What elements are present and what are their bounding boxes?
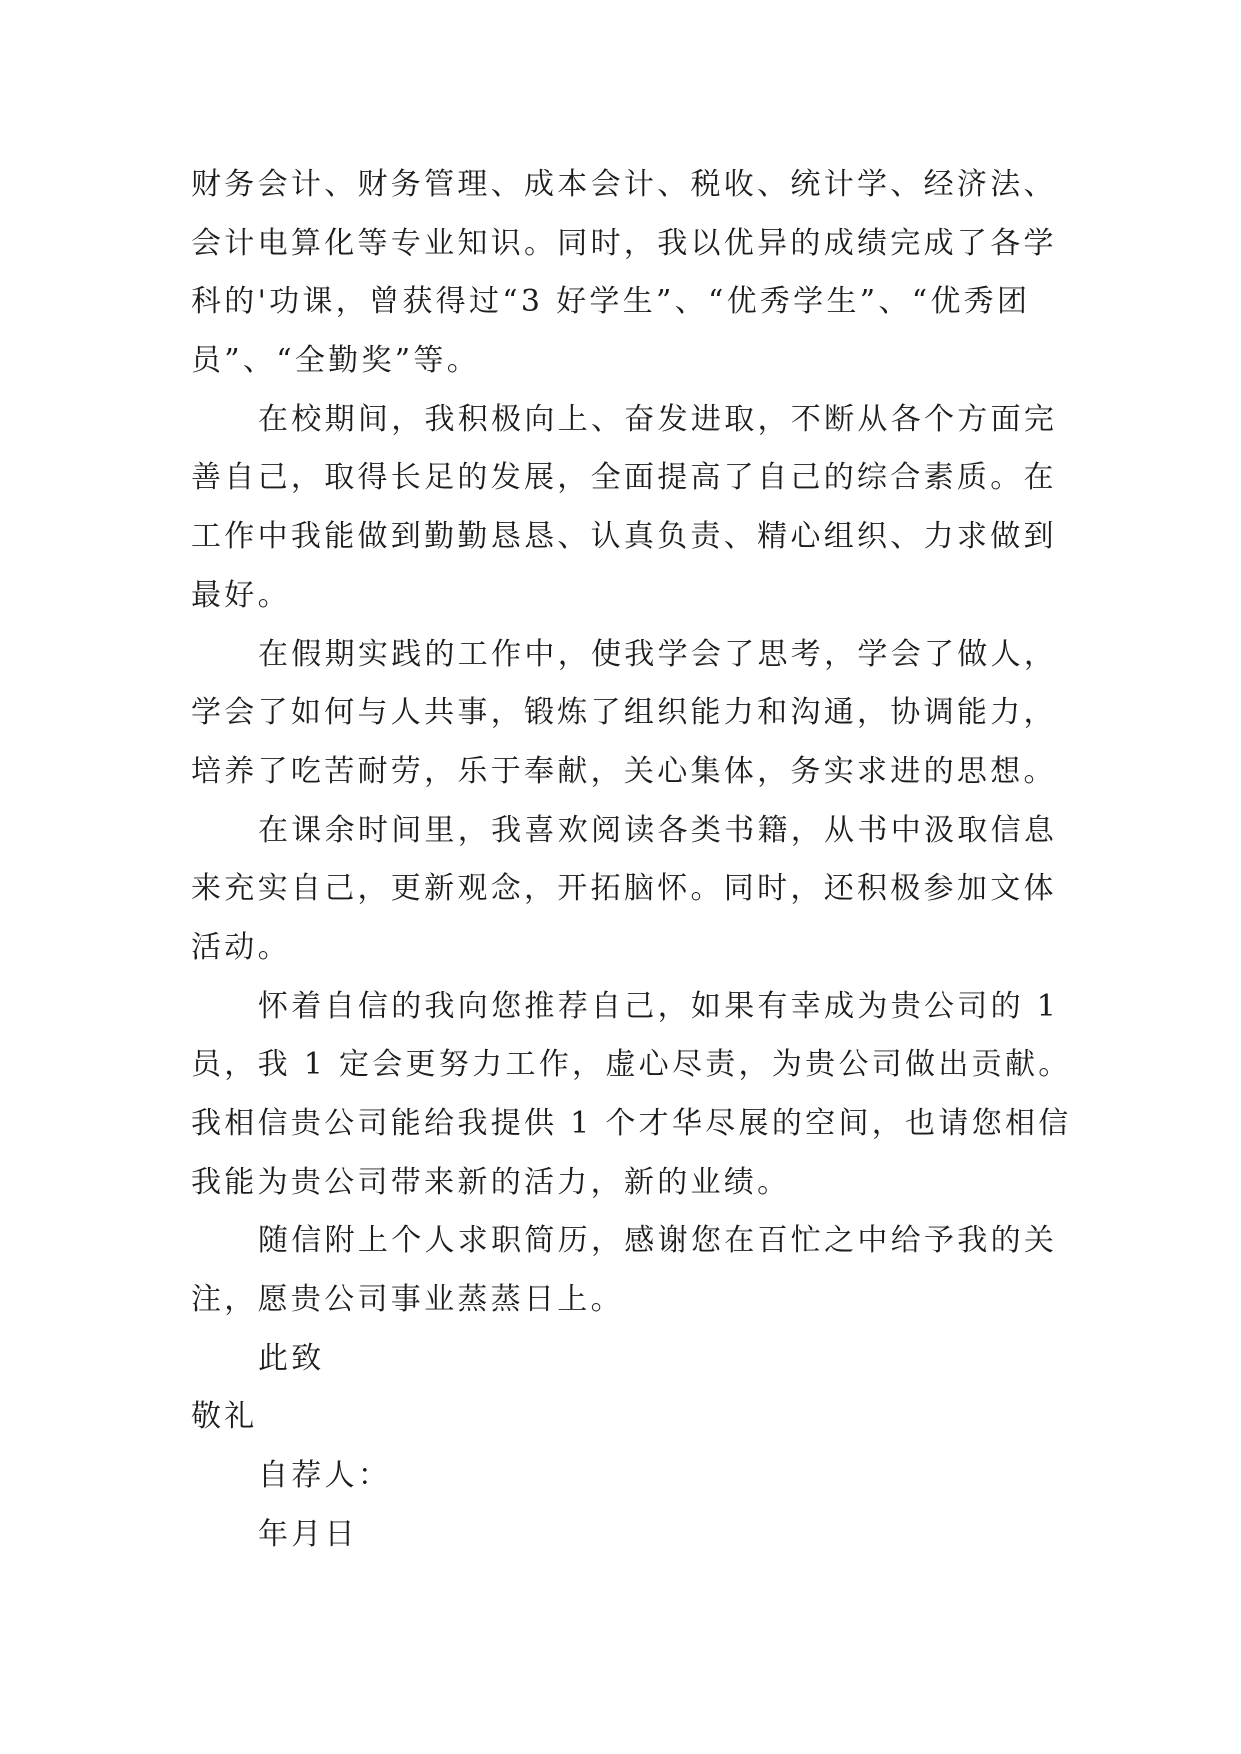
text-line: 注，愿贵公司事业蒸蒸日上。 [191,1282,624,1318]
text-line: 财务会计、财务管理、成本会计、税收、统计学、经济法、 [191,167,1057,202]
text-line: 在课余时间里，我喜欢阅读各类书籍，从书中汲取信息 [258,812,1058,848]
paragraph-spare-time [191,802,1151,978]
paragraph-attachment [191,1212,1151,1329]
signature-label: 自荐人： [258,1458,392,1494]
text-line: 活动。 [191,929,291,965]
text-line: 怀着自信的我向您推荐自己，如果有幸成为贵公司的 1 [258,988,1060,1024]
letter-body [191,156,1151,1565]
letter-closing [191,1330,1151,1565]
text-line: 善自己，取得长足的发展，全面提高了自己的综合素质。在 [191,460,1057,496]
text-line: 来充实自己，更新观念，开拓脑怀。同时，还积极参加文体 [191,871,1057,907]
text-line: 在假期实践的工作中，使我学会了思考，学会了做人， [258,636,1058,672]
closing-salutation: 此致 [258,1340,325,1376]
text-line: 员，我 1 定会更努力工作，虚心尽责，为贵公司做出贡献。 [191,1047,1072,1083]
date-line: 年月日 [258,1516,358,1552]
text-line: 我能为贵公司带来新的活力，新的业绩。 [191,1164,791,1200]
paragraph-honors [191,156,1151,391]
text-line: 培养了吃苦耐劳，乐于奉献，关心集体，务实求进的思想。 [191,753,1057,789]
text-line: 在校期间，我积极向上、奋发进取，不断从各个方面完 [258,401,1058,437]
text-line: 随信附上个人求职简历，感谢您在百忙之中给予我的关 [258,1223,1058,1259]
paragraph-recommendation [191,978,1151,1213]
text-line: 我相信贵公司能给我提供 1 个才华尽展的空间，也请您相信 [191,1106,1072,1141]
paragraph-practice [191,626,1151,802]
text-line: 员”、“全勤奖”等。 [191,343,481,379]
paragraph-school-life [191,391,1151,626]
text-line: 会计电算化等专业知识。同时，我以优异的成绩完成了各学 [191,225,1057,261]
text-line: 学会了如何与人共事，锻炼了组织能力和沟通，协调能力， [191,695,1057,731]
closing-respects: 敬礼 [191,1399,258,1435]
text-line: 最好。 [191,577,291,613]
text-line: 科的'功课，曾获得过“3 好学生”、“优秀学生”、“优秀团 [191,284,1031,320]
text-line: 工作中我能做到勤勤恳恳、认真负责、精心组织、力求做到 [191,519,1057,555]
